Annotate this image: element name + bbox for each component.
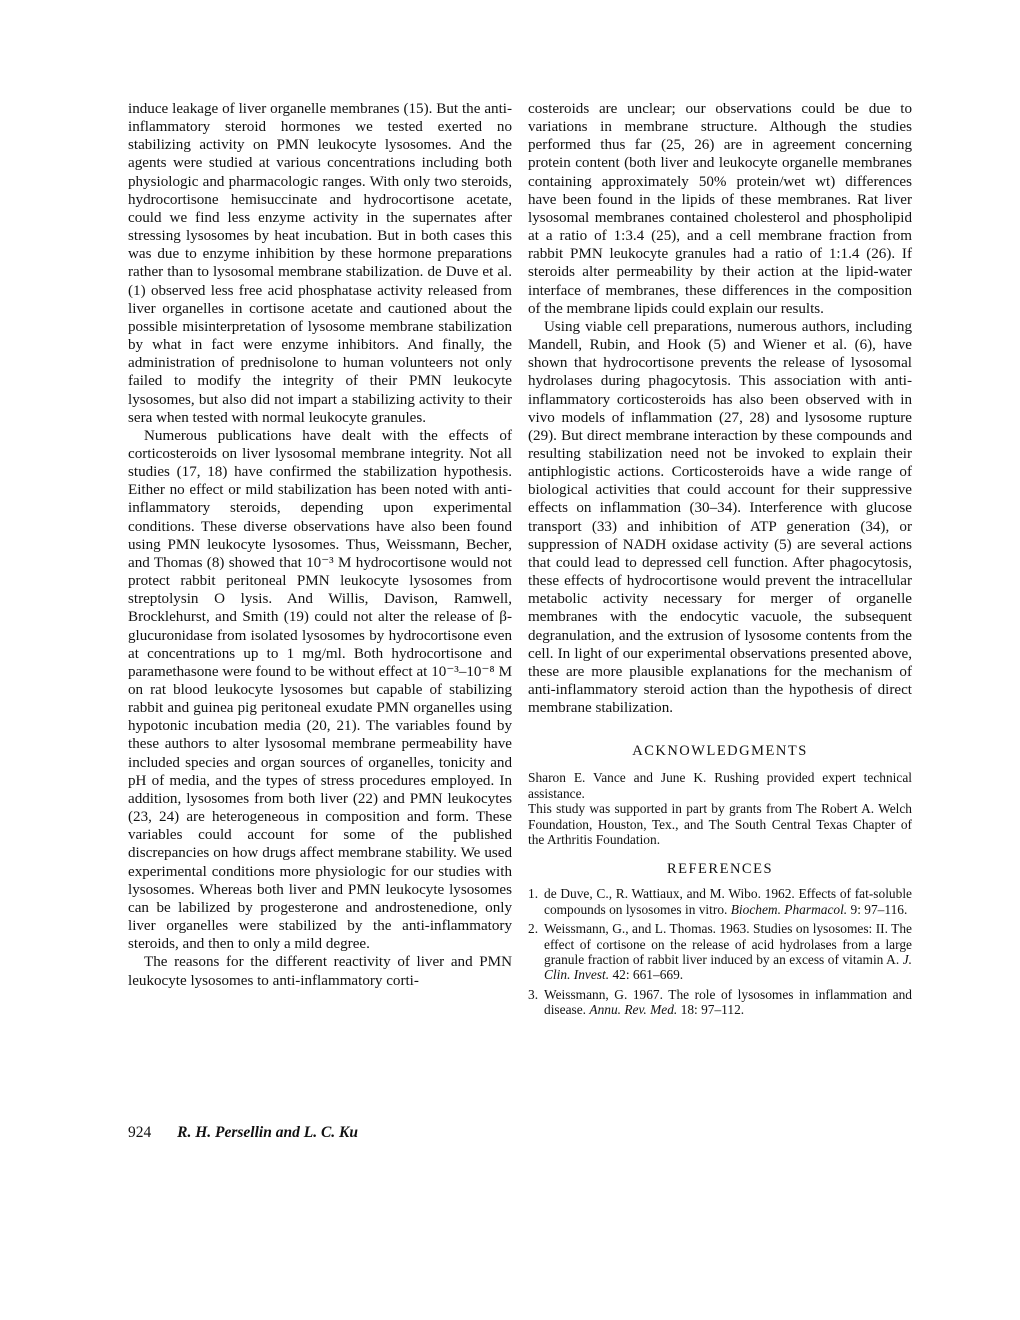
reference-number: 1. [528, 886, 539, 902]
reference-journal: Biochem. Pharmacol. [730, 901, 848, 917]
references-heading: REFERENCES [666, 861, 774, 878]
reference-list [528, 886, 912, 1017]
reference-item [528, 987, 912, 1018]
reference-text: Weissmann, G., and L. Thomas. 1963. Studies on lysosomes: II. The effect of cortisone on the release of acid hydrolases from a large granule fraction of rabbit liver induced by an excess of vitamin A. [544, 921, 912, 967]
left-column [128, 100, 512, 990]
reference-citation: 9: 97–116. [850, 901, 908, 917]
acknowledgments-paragraph: This study was supported in part by grants from The Robert A. Welch Foundation, Houston, Tex., and The South Central Texas Chapter of the Arthritis Foundation. [528, 801, 912, 847]
acknowledgments-heading: ACKNOWLEDGMENTS [632, 743, 808, 760]
reference-number: 2. [528, 921, 539, 937]
reference-journal: Annu. Rev. Med. [589, 1002, 678, 1018]
reference-item [528, 886, 912, 917]
reference-citation: 18: 97–112. [680, 1002, 745, 1018]
page-footer [128, 1124, 358, 1142]
body-paragraph: costeroids are unclear; our observations could be due to variations in membrane structure. Although the studies performed thus far (25, 26) are in agreement concerning protein content (both liver and leukocyte organelle membranes containing approximately 50% protein/wet wt) differences have been found in the lipids of these membranes. Rat liver lysosomal membranes contained cholesterol and phospholipid at a ratio of 1:3.4 (25), and a cell membrane fraction from rabbit PMN leukocyte granules had a ratio of 1:1.4 (26). If steroids alter permeability by their action at the lipid-water interface of membranes, these differences in the composition of the membrane lipids could explain our results. [528, 101, 912, 317]
reference-number: 3. [528, 986, 539, 1002]
reference-item [528, 921, 912, 983]
reference-text: Weissmann, G. 1967. The role of lysosomes in inflammation and disease. [544, 986, 912, 1018]
reference-text: de Duve, C., R. Wattiaux, and M. Wibo. 1962. Effects of fat-soluble compounds on lysosomes in vitro. [544, 886, 912, 917]
page-number: 924 [128, 1124, 152, 1141]
acknowledgments-paragraph: Sharon E. Vance and June K. Rushing provided expert technical assistance. [528, 770, 912, 801]
body-paragraph: Numerous publications have dealt with the effects of corticosteroids on liver lysosomal membrane integrity. Not all studies (17, 18) have confirmed the stabilization hypothesis. Either no effect or mild stabilization has been noted with anti-inflammatory steroids, depending upon experimental conditions. These diverse observations have also been found using PMN leukocyte lysosomes. Thus, Weissmann, Becher, and Thomas (8) showed that 10⁻³ M hydrocortisone would not protect rabbit peritoneal PMN leukocyte lysosomes from streptolysin O lysis. And Willis, Davison, Ramwell, Brocklehurst, and Smith (19) could not alter the release of β-glucuronidase from isolated lysosomes by hydrocortisone even at concentrations up to 1 mg/ml. Both hydrocortisone and paramethasone were found to be without effect at 10⁻³–10⁻⁸ M on rat blood leukocyte lysosomes but capable of stabilizing rabbit and guinea pig peritoneal exudate PMN organelles using hypotonic incubation media (20, 21). The variables found by these authors to alter lysosomal membrane permeability have included species and organ sources of organelles, tonicity and pH of media, and the types of stress procedures employed. In addition, lysosomes from both liver (22) and PMN leukocytes (23, 24) are heterogeneous in composition and form. These variables could account for some of the published discrepancies on how drugs affect membrane stability. We used experimental conditions more physiologic for our studies with lysosomes. Whereas both liver and PMN leukocyte lysosomes can be labilized by progesterone and androstenedione, only liver organelles were stabilized by the anti-inflammatory steroids, and then to only a mild degree. [128, 427, 512, 953]
running-authors: R. H. Persellin and L. C. Ku [177, 1124, 358, 1141]
reference-citation: 42: 661–669. [612, 967, 684, 983]
right-column [528, 100, 912, 1022]
body-paragraph: induce leakage of liver organelle membranes (15). But the anti-inflammatory steroid hormones we tested exerted no stabilizing activity on PMN leukocyte lysosomes. And the agents were studied at various concentrations including both physiologic and pharmacologic ranges. With only two steroids, hydrocortisone hemisuccinate and hydrocortisone acetate, could we find less enzyme activity in the supernates after stressing lysosomes by heat incubation. But in both cases this was due to enzyme inhibition by these hormone preparations rather than to lysosomal membrane stabilization. de Duve et al. (1) observed less free acid phosphatase activity released from liver organelles in cortisone acetate and cautioned about the possible misinterpretation of lysosome membrane stabilization by what in fact were enzyme inhibitors. And finally, the administration of prednisolone to human volunteers not only failed to modify the integrity of their PMN leukocyte lysosomes, but also did not impart a stabilizing activity to their sera when tested with normal leukocyte granules. [128, 101, 512, 426]
body-paragraph: Using viable cell preparations, numerous authors, including Mandell, Rubin, and Hook (5) and Wiener et al. (6), have shown that hydrocortisone prevents the release of lysosomal hydrolases during phagocytosis. This association with anti-inflammatory corticosteroids has also been observed with in vivo models of inflammation (27, 28) and lysosome rupture (29). But direct membrane interaction by these compounds and resulting stabilization need not be invoked to explain their antiphlogistic actions. Corticosteroids have a wide range of biological activities that could account for their suppressive effects on inflammation (30–34). Interference with glucose transport (33) and inhibition of ATP generation (34), or suppression of NADH oxidase activity (5) are several actions that could lead to depressed cell function. After phagocytosis, these effects of hydrocortisone would prevent the intracellular metabolic activity necessary for merger of organelle membranes with the endocytic vacuole, the subsequent degranulation, and the extrusion of lysosome contents from the cell. In light of our experimental observations presented above, these are more plausible explanations for the mechanism of anti-inflammatory steroid action than the hypothesis of direct membrane stabilization. [528, 318, 912, 717]
body-paragraph: The reasons for the different reactivity of liver and PMN leukocyte lysosomes to anti-inflammatory corti- [128, 954, 512, 989]
reference-journal: J. Clin. Invest. [544, 951, 912, 983]
